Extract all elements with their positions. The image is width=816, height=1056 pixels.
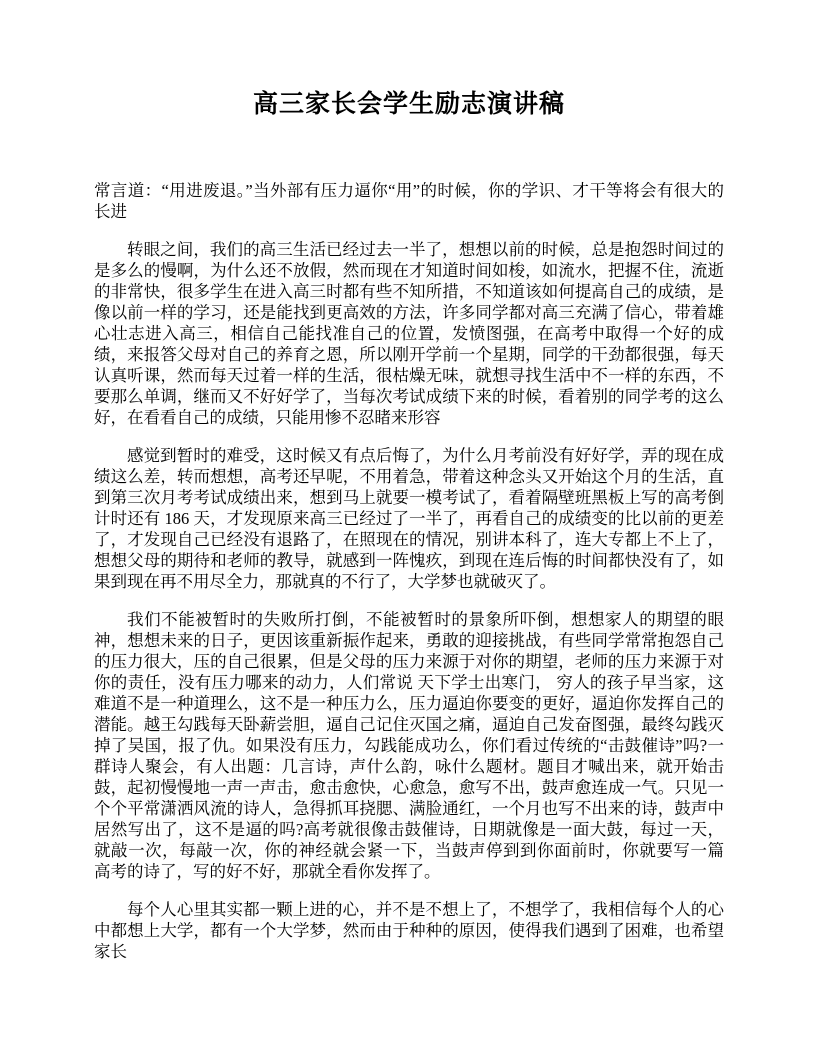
document-title: 高三家长会学生励志演讲稿: [252, 91, 565, 118]
paragraph-2: 感觉到暂时的难受，这时候又有点后悔了，为什么月考前没有好好学，弄的现在成绩这么差，转而想想，高考还早呢，不用着急，带着这种念头又开始这个月的生活，直到第三次月考考试成绩出来，想到马上就要一模考试了，看着隔壁班黑板上写的高考倒计时还有 186 天，才发现原来高三已经过了一半了，再看自己的成绩变的比以前的更差了，才发现自己已经没有退路了，在照现在的情况，别讲本科了，连大专都上不上了，想想父母的期待和老师的教导，就感到一阵愧疚，到现在连后悔的时间都快没有了，如果到现在再不用尽全力，那就真的不行了，大学梦也就破灭了。: [94, 446, 724, 591]
paragraph-1: 转眼之间，我们的高三生活已经过去一半了，想想以前的时候，总是抱怨时间过的是多么的慢啊，为什么还不放假，然而现在才知道时间如梭，如流水，把握不住，流逝的非常快，很多学生在进入高三时都有些不知所措，不知道该如何提高自己的成绩，是像以前一样的学习，还是能找到更高效的方法，许多同学都对高三充满了信心，带着雄心壮志进入高三，相信自己能找准自己的位置，发愤图强，在高考中取得一个好的成绩，来报答父母对自己的养育之恩，所以刚开学前一个星期，同学的干劲都很强，每天认真听课，然而每天过着一样的生活，很枯燥无味，就想寻找生活中不一样的东西，不要那么单调，继而又不好好学了，当每次考试成绩下来的时候，看着别的同学考的这么好，在看看自己的成绩，只能用惨不忍睹来形容: [94, 240, 724, 427]
paragraph-4: 每个人心里其实都一颗上进的心，并不是不想上了，不想学了，我相信每个人的心中都想上大学，都有一个大学梦，然而由于种种的原因，使得我们遇到了困难，也希望家长: [94, 900, 724, 961]
paragraph-3: 我们不能被暂时的失败所打倒，不能被暂时的景象所吓倒，想想家人的期望的眼神，想想未来的日子，更因该重新振作起来，勇敢的迎接挑战，有些同学常常抱怨自己的压力很大，压的自己很累，但是父母的压力来源于对你的期望，老师的压力来源于对你的责任，没有压力哪来的动力，人们常说 天下学士出寒门， 穷人的孩子早当家，这难道不是一种道理么，这不是一种压力么，压力逼迫你要变的更好，逼迫你发挥自己的潜能。越王勾践每天卧薪尝胆，逼自己记住灭国之痛，逼迫自己发奋图强，最终勾践灭掉了吴国，报了仇。如果没有压力，勾践能成功么，你们看过传统的“击鼓催诗”吗?一群诗人聚会，有人出题：几言诗，声什么韵，咏什么题材。题目才喊出来，就开始击鼓，起初慢慢地一声一声击，愈击愈快，心愈急，愈写不出，鼓声愈连成一气。只见一个个平常潇洒风流的诗人，急得抓耳挠腮、满脸通红，一个月也写不出来的诗，鼓声中居然写出了，这不是逼的吗?高考就很像击鼓催诗，日期就像是一面大鼓，每过一天，就敲一次，每敲一次，你的神经就会紧一下，当鼓声停到到你面前时，你就要写一篇 高考的诗了，写的好不好，那就全看你发挥了。: [94, 610, 724, 881]
paragraph-intro: 常言道：“用进废退。”当外部有压力逼你“用”的时候，你的学识、才干等将会有很大的长进: [94, 181, 724, 221]
